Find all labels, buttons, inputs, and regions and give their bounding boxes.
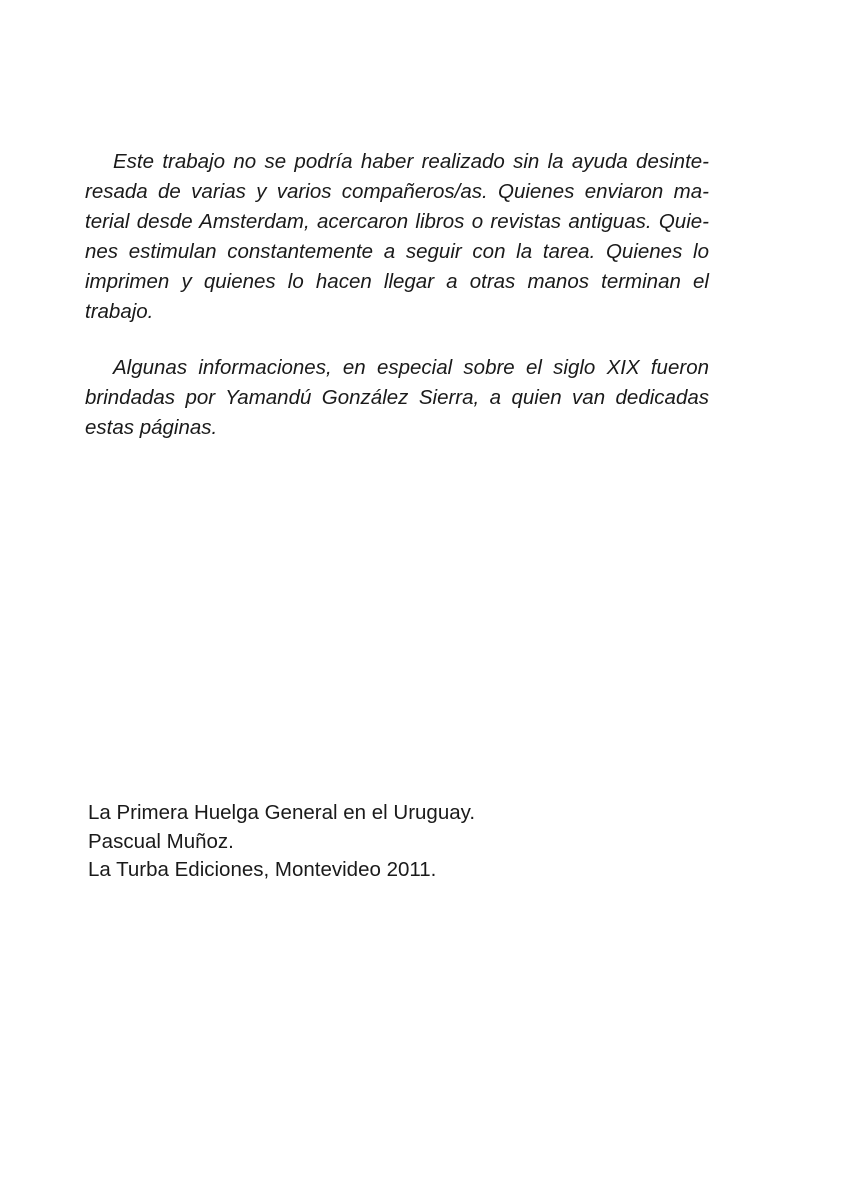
colophon-publisher: La Turba Ediciones, Montevideo 2011.	[88, 858, 437, 881]
acknowledgement-section	[85, 147, 709, 443]
colophon	[88, 799, 688, 885]
acknowledgement-paragraph-2: Algunas informaciones, en especial sobre el siglo XIX fueron brindadas por Yamandú González Sierra, a quien van dedicadas estas páginas.	[85, 356, 709, 439]
colophon-title: La Primera Huelga General en el Uruguay.	[88, 801, 476, 824]
colophon-author: Pascual Muñoz.	[88, 829, 234, 853]
acknowledgement-paragraph-1: Este trabajo no se podría haber realizado sin la ayuda desinteresada de varias y varios compañeros/as. Quienes enviaron material desde Amsterdam, acercaron libros o revistas antiguas. Quienes estimulan constantemente a seguir con la tarea. Quienes lo imprimen y quienes lo hacen llegar a otras manos terminan el trabajo.	[85, 150, 709, 323]
